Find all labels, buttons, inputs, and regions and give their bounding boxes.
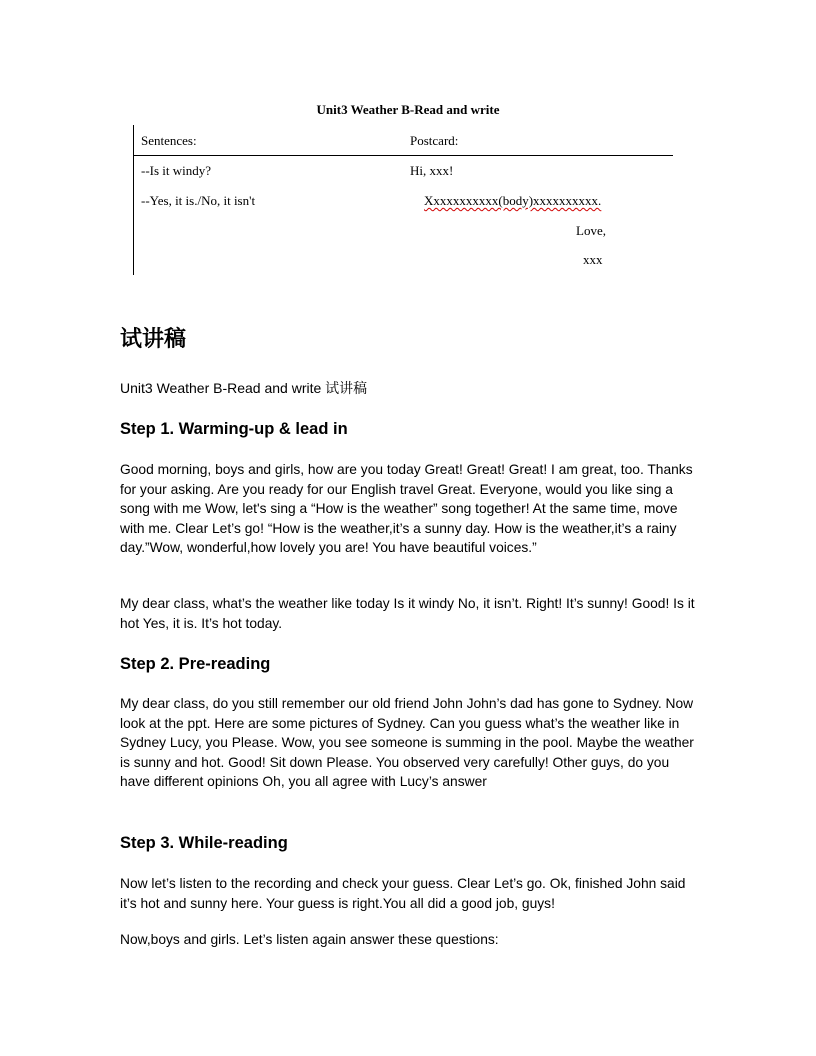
page-title: 试讲稿 xyxy=(120,327,187,352)
board-title: Unit3 Weather B-Read and write xyxy=(316,102,500,117)
table-header-rule xyxy=(133,155,673,156)
page-subtitle: Unit3 Weather B-Read and write 试讲稿 xyxy=(120,380,368,396)
step-1-heading: Step 1. Warming-up & lead in xyxy=(120,420,348,438)
postcard-header: Postcard: xyxy=(410,133,459,148)
postcard-greeting: Hi, xxx! xyxy=(410,163,454,178)
step-1-paragraph-2: My dear class, what’s the weather like today Is it windy No, it isn’t. Right! It’s sunny! Good! Is it hot Yes, it is. It’s hot today. xyxy=(120,596,695,631)
sentence-question: --Is it windy? xyxy=(141,163,212,178)
step-2-paragraph-1: My dear class, do you still remember our old friend John John’s dad has gone to Sydney. Now look at the ppt. Here are some pictures of Sydney. Can you guess what’s the weather like in Sydney Lucy, you Please. Wow, you see someone is summing in the pool. Maybe the weather is sunny and hot. Good! Sit down Please. You observed very carefully! Other guys, do you have different opinions Oh, you all agree with Lucy’s answer xyxy=(120,696,694,790)
step-3-heading: Step 3. While-reading xyxy=(120,834,288,852)
step-2-heading: Step 2. Pre-reading xyxy=(120,655,271,673)
step-1-paragraph-1: Good morning, boys and girls, how are you today Great! Great! Great! I am great, too. Thanks for your asking. Are you ready for our English travel Great. Everyone, would you like sing a song with me Wow, let's sing a “How is the weather” song together! At the same time, move with me. Clear Let’s go! “How is the weather,it’s a sunny day. How is the weather,it’s a rainy day.”Wow, wonderful,how lovely you are! You have beautiful voices.” xyxy=(120,462,693,556)
sentences-header: Sentences: xyxy=(141,133,197,148)
postcard-body: Xxxxxxxxxxx(body)xxxxxxxxxx. xyxy=(424,193,602,208)
postcard-signature: xxx xyxy=(583,252,603,267)
postcard-closing: Love, xyxy=(576,223,606,238)
step-3-paragraph-2: Now,boys and girls. Let’s listen again answer these questions: xyxy=(120,932,499,947)
step-3-paragraph-1: Now let’s listen to the recording and check your guess. Clear Let’s go. Ok, finished John said it’s hot and sunny here. Your guess is right.You all did a good job, guys! xyxy=(120,876,686,911)
board-design-table xyxy=(133,125,673,275)
sentence-answer: --Yes, it is./No, it isn't xyxy=(141,193,256,208)
table-vertical-rule xyxy=(133,125,134,275)
